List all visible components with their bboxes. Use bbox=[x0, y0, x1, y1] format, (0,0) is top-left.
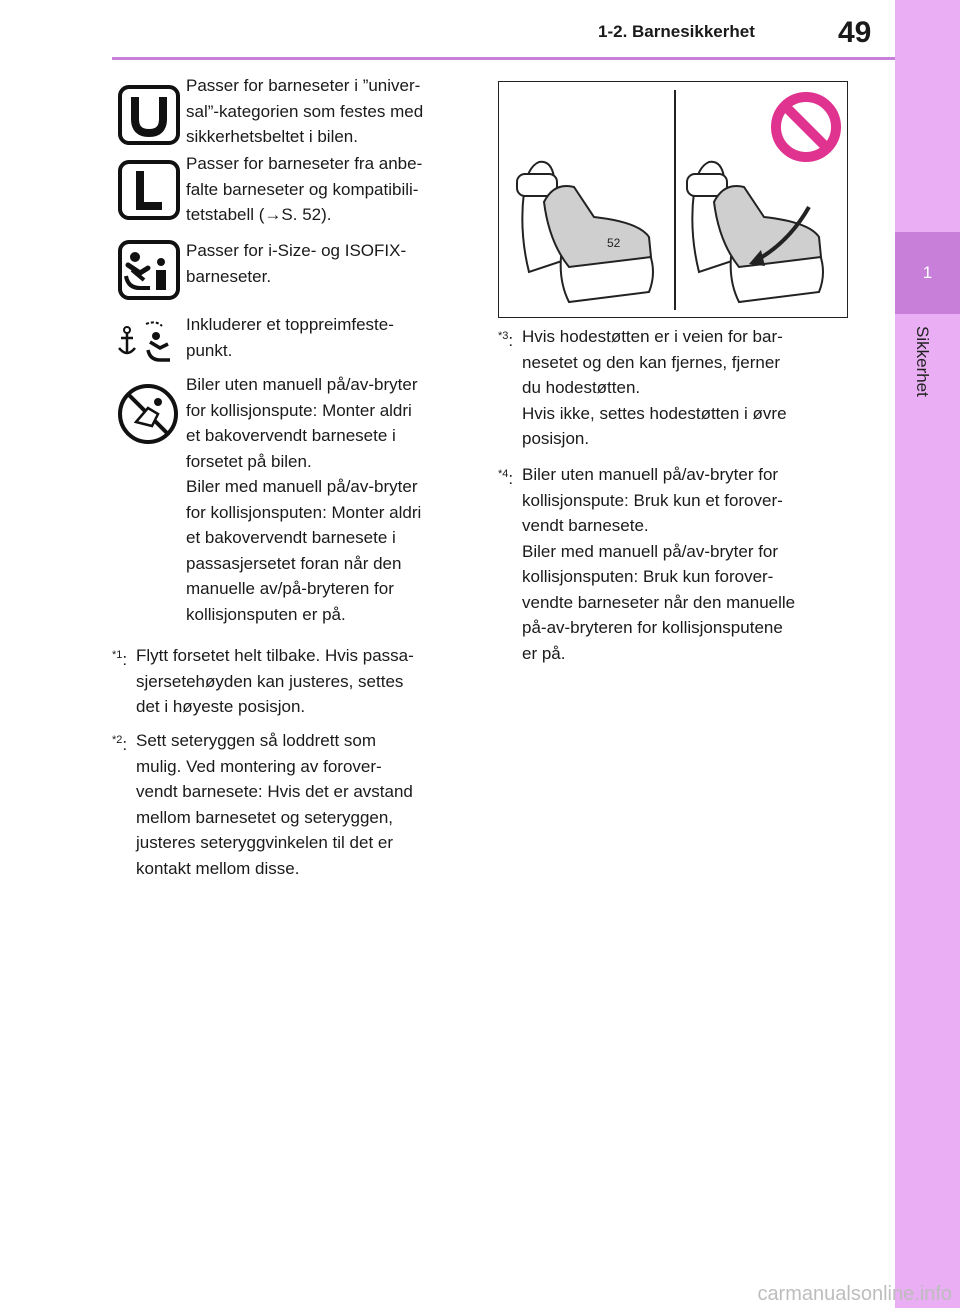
page-number: 49 bbox=[838, 16, 872, 49]
seat-drawing bbox=[499, 82, 846, 316]
legend-text-limited: Passer for barneseter fra anbe- falte barneseter og kompatibili- tetstabell (→S. 52). bbox=[186, 154, 423, 224]
right-seat bbox=[687, 162, 823, 302]
header-rule bbox=[112, 57, 895, 60]
left-seat bbox=[517, 162, 653, 302]
top-tether-anchor-icon bbox=[116, 316, 180, 364]
watermark: carmanualsonline.info bbox=[757, 1283, 952, 1305]
chapter-sidebar bbox=[895, 0, 960, 1308]
seat-label: 52 bbox=[607, 236, 621, 250]
footnote-1: $^{*1}$: Flytt forsetet helt tilbake. Hvis passa- sjersetehøyden kan justeres, settes det i høyeste posisjon. bbox=[112, 643, 472, 720]
chapter-number-tab: 1 bbox=[895, 232, 960, 314]
legend-text-no-rear-facing: Biler uten manuell på/av-bryter for kollisjonspute: Monter aldri et bakovervendt barnesete i forsetet på bilen. Biler med manuell på/av-bryter for kollisjonsputen: Monter aldri et bakovervendt barnesete i passasjersetet foran når den manuelle av/på-bryteren for kollisjonsputen er på. bbox=[186, 375, 422, 624]
legend-text-universal: Passer for barneseter i ”univer- sal”-kategorien som festes med sikkerhetsbeltet i bilen. bbox=[186, 76, 424, 146]
footnote-mark: $^{*4}$: bbox=[498, 468, 514, 488]
chapter-label: Sikkerhet bbox=[913, 326, 932, 397]
isofix-child-seat-icon bbox=[118, 240, 180, 300]
u-letter-icon bbox=[118, 85, 180, 145]
l-letter-icon bbox=[118, 160, 180, 220]
footnote-mark: $^{*3}$: bbox=[498, 330, 514, 350]
footnote-4: $^{*4}$: Biler uten manuell på/av-bryter for kollisjonspute: Bruk kun et forover- vendt barnesete. Biler med manuell på/av-bryter for kollisjonsputen: Bruk kun forover- vendte barneseter når den manuelle på-av-bryteren for kollisjonsputene er på. bbox=[498, 462, 858, 666]
seat-illustration bbox=[498, 81, 848, 318]
footnote-mark: $^{*2}$: bbox=[112, 734, 128, 754]
prohibited-icon bbox=[776, 97, 836, 157]
no-rear-facing-seat-icon bbox=[116, 382, 180, 446]
legend-text-isofix: Passer for i-Size- og ISOFIX- barneseter. bbox=[186, 241, 407, 286]
footnote-3: $^{*3}$: Hvis hodestøtten er i veien for bar- nesetet og den kan fjernes, fjerner du hodestøtten. Hvis ikke, settes hodestøtten i øvre posisjon. bbox=[498, 324, 858, 452]
section-title: 1-2. Barnesikkerhet bbox=[598, 22, 755, 41]
legend-text-top-tether: Inkluderer et toppreimfeste- punkt. bbox=[186, 315, 394, 360]
footnote-mark: $^{*1}$: bbox=[112, 649, 128, 669]
footnote-2: $^{*2}$: Sett seteryggen så loddrett som mulig. Ved montering av forover- vendt barnesete: Hvis det er avstand mellom barnesetet og seteryggen, justeres seteryggvinkelen til det er kontakt mellom disse. bbox=[112, 728, 472, 881]
